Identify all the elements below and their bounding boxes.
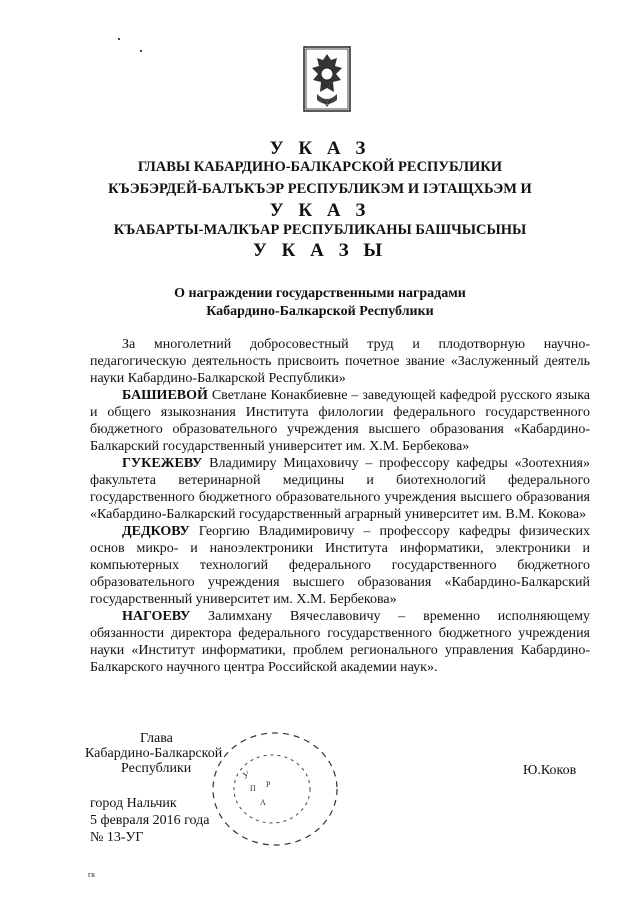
issue-city: город Нальчик xyxy=(90,796,177,811)
awardee-paragraph xyxy=(90,455,590,523)
intro-paragraph: За многолетний добросовестный труд и плодотворную научно-педагогическую деятельность присвоить почетное звание «Заслуженный деятель науки Кабардино-Балкарской Республики» xyxy=(90,337,590,386)
scan-speck xyxy=(118,38,120,40)
issue-date: 5 февраля 2016 года xyxy=(90,813,210,828)
seal-text: П xyxy=(250,784,256,793)
decree-subject xyxy=(0,285,640,321)
seal-text: У xyxy=(241,769,251,781)
signatory-role-line-3: Республики xyxy=(121,761,192,776)
subject-line-1: О награждении государственными наградами xyxy=(174,286,466,301)
awardee-paragraph xyxy=(90,608,590,676)
awardee-surname: БАШИЕВОЙ xyxy=(122,388,208,403)
awardee-details: Светлане Конакбиевне – заведующей кафедрой русского языка и общего языкознания Института филологии федерального государственного бюджетного образовательного учреждения высшего образования «Кабардино-Балкарский государственный университет им. Х.М. Бербекова» xyxy=(90,388,590,454)
awardee-details: Владимиру Мицаховичу – профессору кафедры «Зоотехния» факультета ветеринарной медицины и биотехнологий федерального государственного бюджетного образовательного учреждения высшего образования «Кабардино-Балкарский государственный аграрный университет им. В.М. Кокова» xyxy=(90,456,590,522)
signatory-role-line-2: Кабардино-Балкарской xyxy=(85,746,223,761)
seal-text: А xyxy=(260,798,266,807)
awardee-details: Залимхану Вячеславовичу – временно исполняющему обязанности директора федерального государственного бюджетного учреждения науки «Институт информатики, проблем регионального управления Кабардино-Балкарского научного центра Российской академии наук». xyxy=(90,609,590,675)
decree-title-balkar: У К А З Ы xyxy=(252,240,388,261)
header-line-russian: ГЛАВЫ КАБАРДИНО-БАЛКАРСКОЙ РЕСПУБЛИКИ xyxy=(137,159,503,175)
awardee-paragraph xyxy=(90,523,590,608)
signatory-name: Ю.Коков xyxy=(523,763,577,778)
coat-of-arms-emblem xyxy=(303,46,351,112)
decree-title-kabardian: У К А З xyxy=(269,200,371,221)
official-seal-stamp xyxy=(200,725,350,853)
decree-number: № 13-УГ xyxy=(90,830,144,845)
subject-line-2: Кабардино-Балкарской Республики xyxy=(206,304,434,319)
scan-speck xyxy=(140,50,142,52)
awardee-paragraph xyxy=(90,387,590,455)
footer-mark: гк xyxy=(88,870,96,879)
header-line-balkar: КЪАБАРТЫ-МАЛКЪАР РЕСПУБЛИКАНЫ БАШЧЫСЫНЫ xyxy=(113,222,527,238)
awardee-surname: ДЕДКОВУ xyxy=(122,524,190,539)
decree-title: У К А З xyxy=(269,138,371,159)
decree-body xyxy=(90,336,590,676)
header-line-kabardian: КЪЭБЭРДЕЙ-БАЛЪКЪЭР РЕСПУБЛИКЭМ И ІЭТАЩХЬЭМ И xyxy=(108,181,532,197)
awardee-details: Георгию Владимировичу – профессору кафедры физических основ микро- и наноэлектроники Института информатики, электроники и компьютерных технологий федерального государственного бюджетного образовательного учреждения высшего образования «Кабардино-Балкарский государственный университет им. Х.М. Бербекова» xyxy=(90,524,590,607)
signatory-role-line-1: Глава xyxy=(140,731,173,746)
seal-text: Р xyxy=(266,780,271,789)
awardee-surname: ГУКЕЖЕВУ xyxy=(122,456,203,471)
awardee-surname: НАГОЕВУ xyxy=(122,609,191,624)
